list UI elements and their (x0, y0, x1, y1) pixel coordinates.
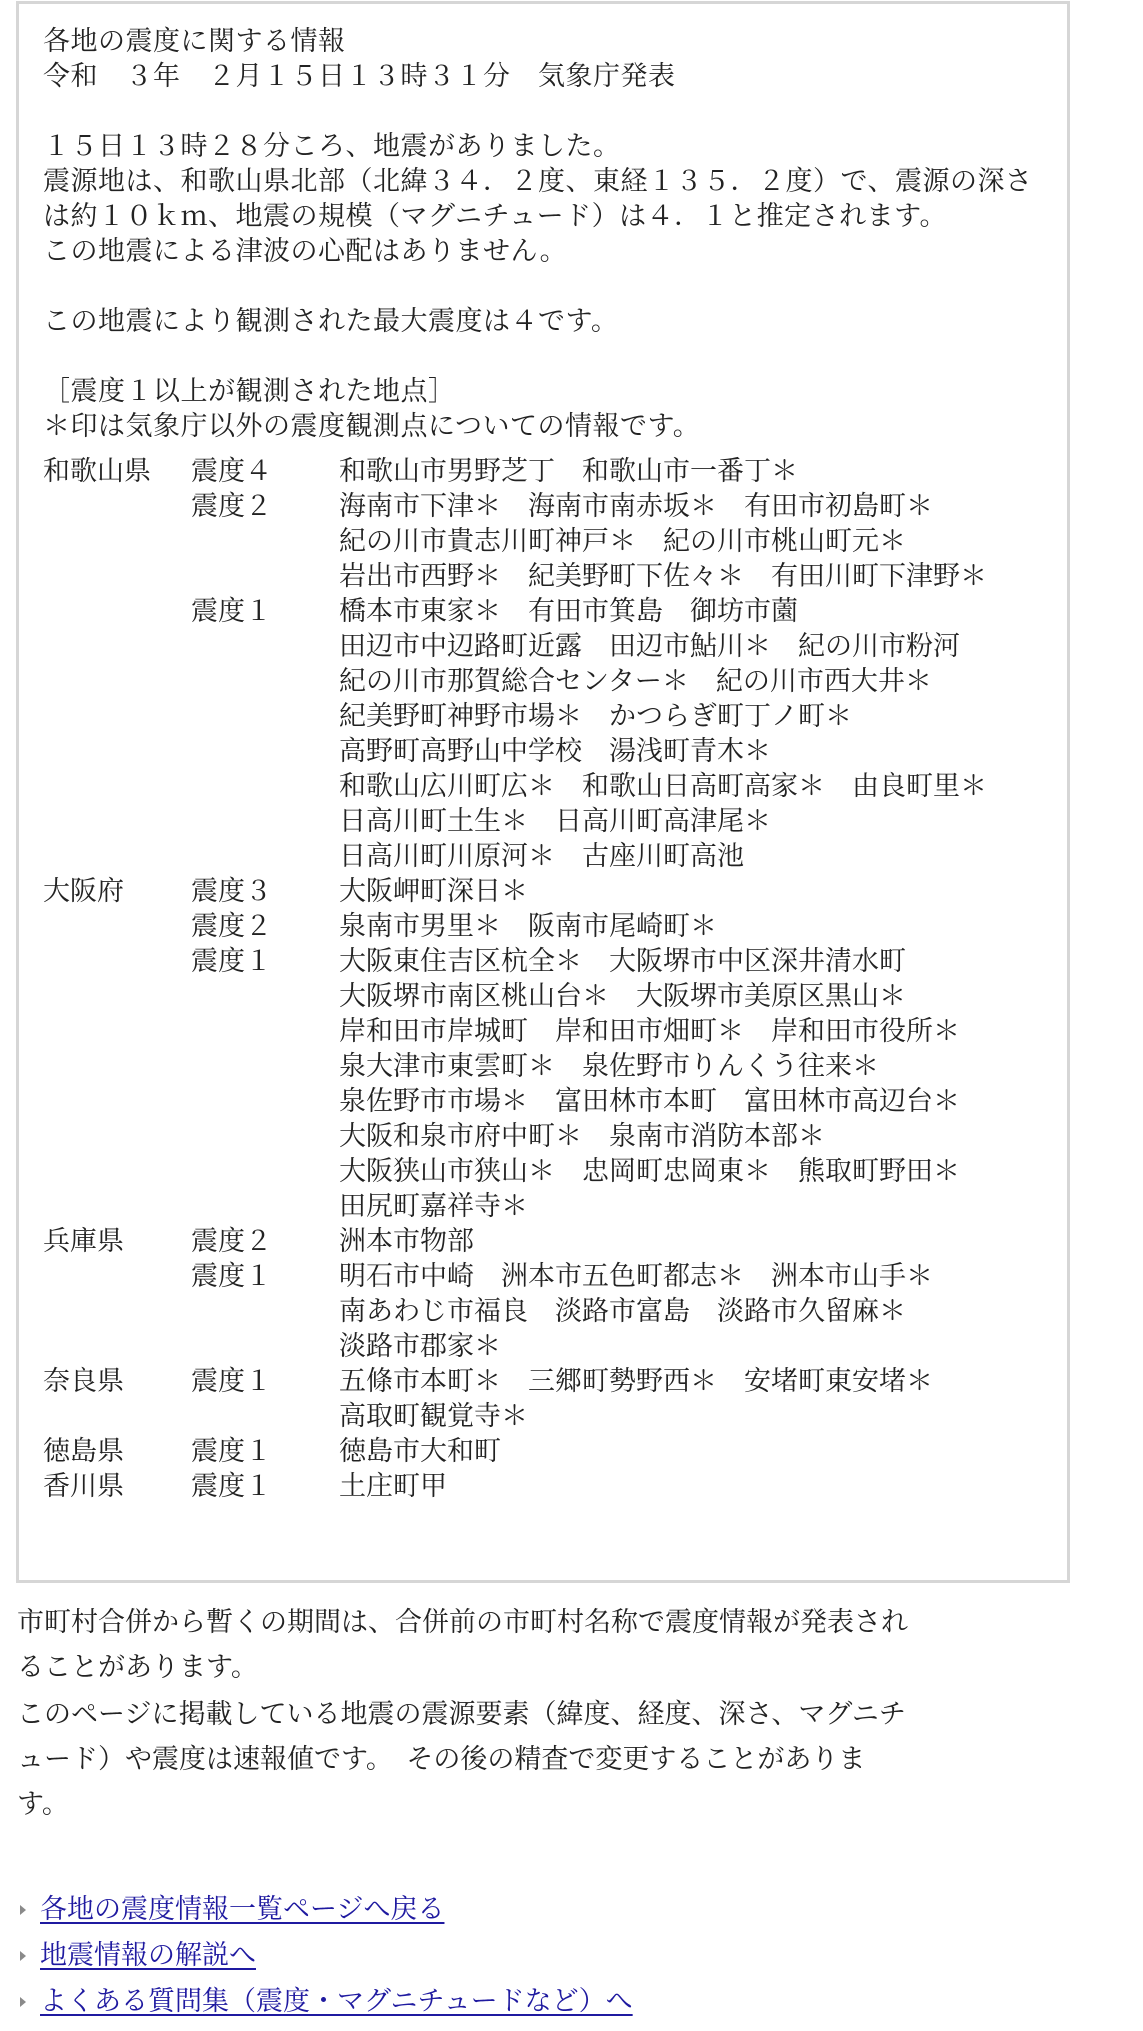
sites-cell: 岩出市西野＊ 紀美野町下佐々＊ 有田川町下津野＊ (339, 561, 987, 592)
observation-table (43, 454, 1067, 1504)
sites-cell: 大阪東住吉区杭全＊ 大阪堺市中区深井清水町 (339, 946, 906, 977)
sites-cell: 紀美野町神野市場＊ かつらぎ町丁ノ町＊ (339, 701, 852, 732)
notes-section (17, 1600, 917, 1829)
prefecture-cell (43, 1084, 191, 1119)
intensity-cell (191, 1014, 339, 1049)
prefecture-cell (43, 909, 191, 944)
intensity-cell (191, 1154, 339, 1189)
prefecture-cell (43, 804, 191, 839)
spacer (43, 444, 1067, 454)
prefecture-cell: 奈良県 (43, 1366, 124, 1397)
sites-cell: 南あわじ市福良 淡路市富島 淡路市久留麻＊ (339, 1296, 906, 1327)
preliminary-note: このページに掲載している地震の震源要素（緯度、経度、深さ、マグニチュード）や震度は速報値です。 その後の精査で変更することがあります。 (17, 1699, 906, 1820)
observation-row (43, 629, 1067, 664)
observation-row (43, 1014, 1067, 1049)
sites-cell: 大阪狭山市狭山＊ 忠岡町忠岡東＊ 熊取町野田＊ (339, 1156, 960, 1187)
observation-row (43, 944, 1067, 979)
observation-row (43, 1399, 1067, 1434)
prefecture-cell (43, 664, 191, 699)
intensity-cell: 震度１ (191, 596, 272, 627)
intensity-cell: 震度４ (191, 456, 272, 487)
triangle-bullet-icon (20, 1905, 26, 1915)
observation-row (43, 1084, 1067, 1119)
prefecture-cell (43, 1119, 191, 1154)
sites-cell: 大阪堺市南区桃山台＊ 大阪堺市美原区黒山＊ (339, 981, 906, 1012)
sites-cell: 日高川町川原河＊ 古座川町高池 (339, 841, 744, 872)
sites-cell: 高取町観覚寺＊ (339, 1401, 528, 1432)
list-item (20, 1883, 633, 1929)
observation-row (43, 1119, 1067, 1154)
sites-cell: 高野町高野山中学校 湯浅町青木＊ (339, 736, 771, 767)
list-item (20, 1975, 633, 2021)
observation-row (43, 594, 1067, 629)
back-to-intensity-list-link[interactable]: 各地の震度情報一覧ページへ戻る (40, 1893, 445, 1925)
intensity-cell: 震度１ (191, 1261, 272, 1292)
sites-cell: 大阪和泉市府中町＊ 泉南市消防本部＊ (339, 1121, 825, 1152)
prefecture-cell (43, 734, 191, 769)
intensity-cell (191, 839, 339, 874)
observation-row (43, 804, 1067, 839)
intensity-cell: 震度２ (191, 1226, 272, 1257)
observation-row (43, 1154, 1067, 1189)
observation-row (43, 769, 1067, 804)
observation-row (43, 1224, 1067, 1259)
sites-cell: 五條市本町＊ 三郷町勢野西＊ 安堵町東安堵＊ (339, 1366, 933, 1397)
sites-cell: 泉南市男里＊ 阪南市尾崎町＊ (339, 911, 717, 942)
observation-row (43, 1294, 1067, 1329)
intensity-cell (191, 1399, 339, 1434)
sites-cell: 洲本市物部 (339, 1226, 474, 1257)
sites-cell: 淡路市郡家＊ (339, 1331, 501, 1362)
sites-cell: 日高川町土生＊ 日高川町高津尾＊ (339, 806, 771, 837)
spacer (43, 94, 1067, 129)
prefecture-cell (43, 629, 191, 664)
issued-datetime: 令和 ３年 ２月１５日１３時３１分 気象庁発表 (43, 61, 676, 92)
spacer (43, 269, 1067, 304)
earthquake-report-box (16, 1, 1070, 1583)
sites-cell: 海南市下津＊ 海南市南赤坂＊ 有田市初島町＊ (339, 491, 933, 522)
prefecture-cell (43, 1399, 191, 1434)
prefecture-cell (43, 699, 191, 734)
observation-row (43, 454, 1067, 489)
asterisk-note: ＊印は気象庁以外の震度観測点についての情報です。 (43, 411, 701, 442)
observation-row (43, 699, 1067, 734)
intensity-cell: 震度２ (191, 911, 272, 942)
observation-row (43, 1469, 1067, 1504)
prefecture-cell: 香川県 (43, 1471, 124, 1502)
intensity-cell: 震度１ (191, 1471, 272, 1502)
prefecture-cell (43, 769, 191, 804)
prefecture-cell (43, 979, 191, 1014)
observation-row (43, 1189, 1067, 1224)
intensity-cell (191, 1084, 339, 1119)
sites-cell: 大阪岬町深日＊ (339, 876, 528, 907)
prefecture-cell: 和歌山県 (43, 456, 151, 487)
observation-row (43, 839, 1067, 874)
observation-row (43, 1434, 1067, 1469)
max-intensity-text: この地震により観測された最大震度は４です。 (43, 306, 619, 337)
intensity-cell (191, 1294, 339, 1329)
intensity-cell (191, 1049, 339, 1084)
intensity-cell: 震度３ (191, 876, 272, 907)
prefecture-cell (43, 1014, 191, 1049)
prefecture-cell (43, 1189, 191, 1224)
prefecture-cell (43, 1259, 191, 1294)
sites-cell: 徳島市大和町 (339, 1436, 501, 1467)
prefecture-cell (43, 594, 191, 629)
observation-row (43, 1364, 1067, 1399)
sites-cell: 和歌山市男野芝丁 和歌山市一番丁＊ (339, 456, 798, 487)
prefecture-cell: 兵庫県 (43, 1226, 124, 1257)
sites-cell: 紀の川市那賀総合センター＊ 紀の川市西大井＊ (339, 666, 932, 697)
intensity-cell (191, 734, 339, 769)
intensity-cell (191, 699, 339, 734)
intensity-cell (191, 979, 339, 1014)
prefecture-cell (43, 524, 191, 559)
prefecture-cell: 徳島県 (43, 1436, 124, 1467)
triangle-bullet-icon (20, 1997, 26, 2007)
observation-row (43, 1049, 1067, 1084)
observation-row (43, 1259, 1067, 1294)
prefecture-cell (43, 839, 191, 874)
intensity-cell: 震度１ (191, 1366, 272, 1397)
observation-row (43, 874, 1067, 909)
intensity-cell (191, 629, 339, 664)
prefecture-cell (43, 559, 191, 594)
epicenter-text: 震源地は、和歌山県北部（北緯３４．２度、東経１３５．２度）で、震源の深さは約１０ｋｍ、地震の規模（マグニチュード）は４．１と推定されます。 (43, 166, 1033, 232)
sites-cell: 泉大津市東雲町＊ 泉佐野市りんくう往来＊ (339, 1051, 879, 1082)
spacer (43, 339, 1067, 374)
observation-row (43, 909, 1067, 944)
sites-cell: 和歌山広川町広＊ 和歌山日高町高家＊ 由良町里＊ (339, 771, 987, 802)
intensity-cell: 震度１ (191, 1436, 272, 1467)
intensity-cell (191, 769, 339, 804)
sites-cell: 紀の川市貴志川町神戸＊ 紀の川市桃山町元＊ (339, 526, 906, 557)
observation-row (43, 664, 1067, 699)
prefecture-cell (43, 489, 191, 524)
prefecture-cell (43, 1329, 191, 1364)
prefecture-cell (43, 1154, 191, 1189)
intensity-cell (191, 524, 339, 559)
tsunami-text: この地震による津波の心配はありません。 (43, 236, 568, 267)
intensity-cell: 震度２ (191, 491, 272, 522)
sites-cell: 田辺市中辺路町近露 田辺市鮎川＊ 紀の川市粉河 (339, 631, 960, 662)
intensity-cell (191, 1329, 339, 1364)
prefecture-cell (43, 944, 191, 979)
sites-cell: 田尻町嘉祥寺＊ (339, 1191, 528, 1222)
link-list (20, 1883, 633, 2021)
observation-row (43, 1329, 1067, 1364)
sites-cell: 橋本市東家＊ 有田市箕島 御坊市薗 (339, 596, 798, 627)
intensity-cell: 震度１ (191, 946, 272, 977)
report-title: 各地の震度に関する情報 (43, 26, 346, 57)
intensity-cell (191, 1119, 339, 1154)
prefecture-cell: 大阪府 (43, 876, 124, 907)
observation-row (43, 559, 1067, 594)
observation-row (43, 524, 1067, 559)
sites-cell: 泉佐野市市場＊ 富田林市本町 富田林市高辺台＊ (339, 1086, 960, 1117)
sites-cell: 岸和田市岸城町 岸和田市畑町＊ 岸和田市役所＊ (339, 1016, 960, 1047)
sites-cell: 明石市中崎 洲本市五色町都志＊ 洲本市山手＊ (339, 1261, 933, 1292)
triangle-bullet-icon (20, 1951, 26, 1961)
prefecture-cell (43, 1294, 191, 1329)
occurrence-text: １５日１３時２８分ころ、地震がありました。 (43, 131, 621, 162)
intensity-cell (191, 559, 339, 594)
earthquake-info-explanation-link[interactable]: 地震情報の解説へ (40, 1939, 256, 1971)
list-item (20, 1929, 633, 1975)
observed-heading: ［震度１以上が観測された地点］ (43, 376, 456, 407)
intensity-cell (191, 664, 339, 699)
prefecture-cell (43, 1049, 191, 1084)
sites-cell: 土庄町甲 (339, 1471, 447, 1502)
observation-row (43, 734, 1067, 769)
merger-note: 市町村合併から暫くの期間は、合併前の市町村名称で震度情報が発表されることがあります。 (17, 1607, 908, 1683)
observation-row (43, 979, 1067, 1014)
faq-link[interactable]: よくある質問集（震度・マグニチュードなど）へ (40, 1985, 633, 2017)
intensity-cell (191, 804, 339, 839)
observation-row (43, 489, 1067, 524)
intensity-cell (191, 1189, 339, 1224)
